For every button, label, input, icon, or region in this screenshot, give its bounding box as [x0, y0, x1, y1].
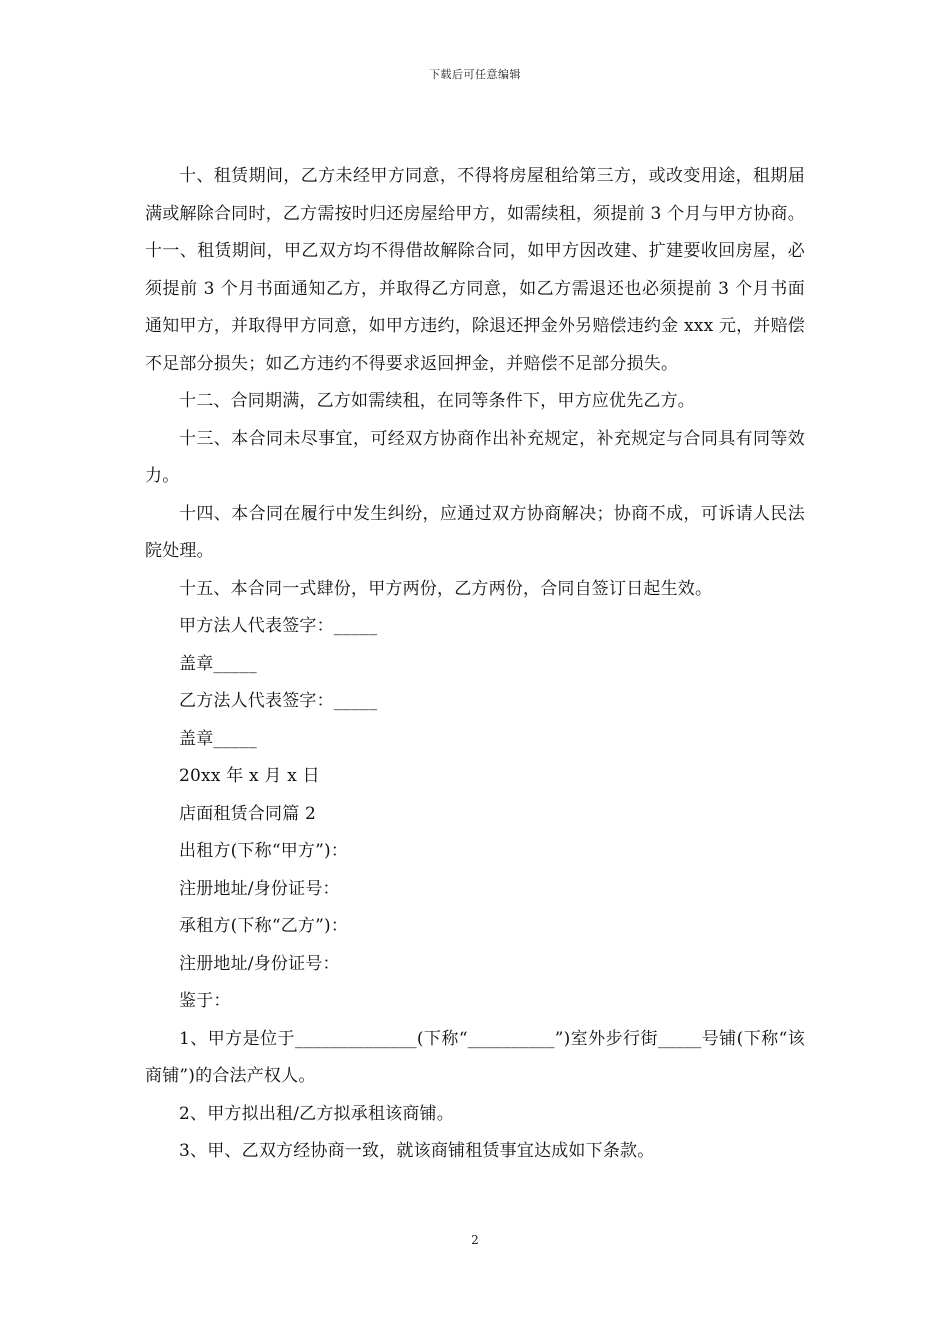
- paragraph-clause-12: 十二、合同期满，乙方如需续租，在同等条件下，甲方应优先乙方。: [179, 391, 695, 411]
- whereas-item-2: 2、甲方拟出租/乙方拟承租该商铺。: [179, 1103, 454, 1124]
- document-body: [145, 158, 805, 1171]
- party-b-signature-line: 乙方法人代表签字：_____: [179, 691, 378, 711]
- lessor-line: 出租方(下称“甲方”)：: [179, 841, 349, 861]
- paragraph-clause-14: 十四、本合同在履行中发生纠纷，应通过双方协商解决；协商不成，可诉请人民法院处理。: [145, 503, 805, 561]
- page-number: 2: [471, 1233, 479, 1247]
- whereas-heading: 鉴于：: [179, 991, 231, 1011]
- lessee-line: 承租方(下称“乙方”)：: [179, 916, 349, 936]
- paragraph-clause-15: 十五、本合同一式肆份，甲方两份，乙方两份，合同自签订日起生效。: [179, 578, 713, 599]
- lessor-address-line: 注册地址/身份证号：: [179, 878, 340, 899]
- party-b-seal-line: 盖章_____: [179, 728, 257, 749]
- page-header: 下载后可任意编辑: [429, 68, 521, 81]
- lessee-address-line: 注册地址/身份证号：: [179, 953, 340, 974]
- paragraph-clause-13: 十三、本合同未尽事宜，可经双方协商作出补充规定，补充规定与合同具有同等效力。: [145, 428, 805, 486]
- whereas-item-1: 1、甲方是位于______________(下称“__________”)室外步行街_____号铺(下称“该商铺”)的合法产权人。: [145, 1028, 805, 1086]
- section-title: 店面租赁合同篇 2: [179, 803, 317, 824]
- date-line: 20xx 年 x 月 x 日: [179, 766, 320, 786]
- whereas-item-3: 3、甲、乙双方经协商一致，就该商铺租赁事宜达成如下条款。: [179, 1141, 655, 1161]
- paragraph-clause-10-11: 十、租赁期间，乙方未经甲方同意，不得将房屋租给第三方，或改变用途，租期届满或解除合同时，乙方需按时归还房屋给甲方，如需续租，须提前 3 个月与甲方协商。十一、租赁期间，甲乙双方均不得借故解除合同，如甲方因改建、扩建要收回房屋，必须提前 3 个月书面通知乙方，并取得乙方同意，如乙方需退还也必须提前 3 个月书面通知甲方，并取得甲方同意，如甲方违约，除退还押金外另赔偿违约金 xxx 元，并赔偿不足部分损失；如乙方违约不得要求返回押金，并赔偿不足部分损失。: [145, 166, 805, 374]
- party-a-signature-line: 甲方法人代表签字：_____: [179, 616, 378, 636]
- party-a-seal-line: 盖章_____: [179, 653, 257, 674]
